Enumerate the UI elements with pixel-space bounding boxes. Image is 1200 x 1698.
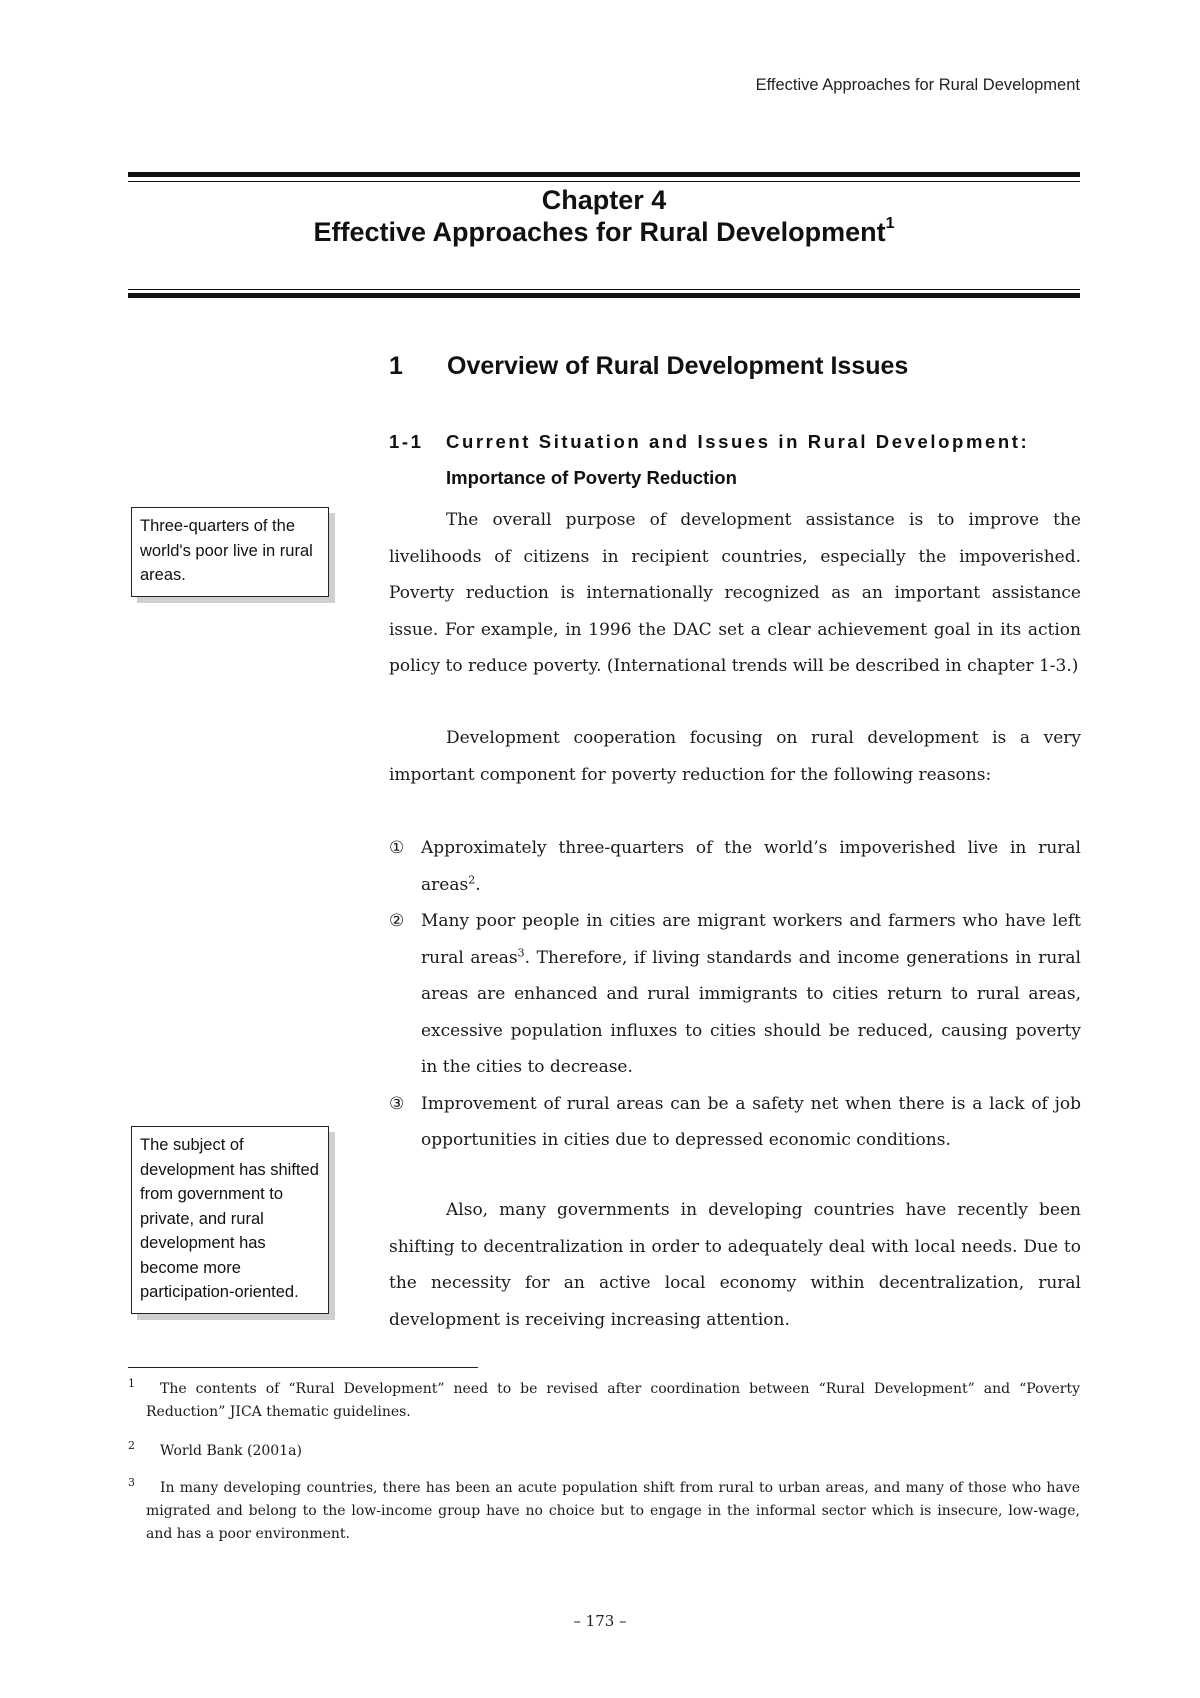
circled-one-marker: ①: [389, 838, 405, 858]
margin-note-poor-rural: [131, 507, 329, 597]
subsection-title-line1: Current Situation and Issues in Rural Development:: [446, 431, 1030, 452]
circled-three-marker: ③: [389, 1093, 405, 1114]
top-thick-rule: [128, 172, 1080, 177]
margin-note-text: The subject of development has shifted from government to private, and rural development has become more participation-oriented.: [140, 1136, 319, 1301]
paragraph-cooperation: Development cooperation focusing on rural development is a very important component for poverty reduction for the following reasons:: [389, 728, 1081, 785]
list-item-text: Approximately three-quarters of the world’s impoverished live in rural areas: [421, 838, 1081, 895]
footnote-1: [128, 1378, 1080, 1424]
list-item-text: Many poor people in cities are migrant workers and farmers who have left rural areas: [421, 911, 1081, 968]
chapter-heading: [128, 184, 1080, 248]
circled-two-marker: ②: [389, 911, 405, 931]
section-number: 1: [389, 352, 403, 380]
section-heading: [389, 352, 908, 381]
footnote-separator: [128, 1367, 478, 1368]
chapter-title: Effective Approaches for Rural Development: [313, 217, 886, 247]
chapter-footnote-ref[interactable]: 1: [885, 215, 895, 232]
subsection-heading: [389, 424, 1081, 496]
top-thin-rule: [128, 181, 1080, 182]
footnote-number: 3: [128, 1476, 135, 1489]
paragraph-purpose: The overall purpose of development assistance is to improve the livelihoods of citizens in recipient countries, especially the impoverished. Poverty reduction is internationally recognized as an important assistance issue. For example, in 1996 the DAC set a clear achievement goal in its action policy to reduce poverty. (International trends will be described in chapter 1-3.): [389, 510, 1081, 676]
list-item: [389, 1086, 1081, 1159]
list-item: [389, 903, 1081, 1086]
footnote-number: 1: [128, 1377, 135, 1390]
page-number: – 173 –: [573, 1612, 627, 1630]
chapter-label: Chapter 4: [541, 185, 667, 215]
margin-note-text: Three-quarters of the world's poor live in rural areas.: [140, 517, 313, 584]
margin-note-participation: [131, 1126, 329, 1314]
footnote-number: 2: [128, 1439, 135, 1452]
footnote-3: [128, 1477, 1080, 1546]
subsection-title-line2: Importance of Poverty Reduction: [446, 467, 737, 488]
footnote-2: [128, 1440, 1080, 1463]
footnote-ref[interactable]: 3: [517, 945, 525, 959]
footnote-text: World Bank (2001a): [160, 1443, 302, 1459]
subsection-number: 1-1: [389, 431, 424, 452]
list-item-text: Improvement of rural areas can be a safety net when there is a lack of job opportunities in cities due to depressed economic conditions.: [421, 1093, 1081, 1150]
list-item: [389, 830, 1081, 903]
footnote-text: In many developing countries, there has been an acute population shift from rural to urban areas, and many of those who have migrated and belong to the low-income group have no choice but to engage in the informal sector which is insecure, low-wage, and has a poor environment.: [146, 1480, 1080, 1542]
running-header: Effective Approaches for Rural Development: [755, 76, 1080, 94]
footnote-text: The contents of “Rural Development” need to be revised after coordination between “Rural Development” and “Poverty Reduction” JICA thematic guidelines.: [146, 1381, 1080, 1420]
chapter-title-line: [128, 216, 1080, 248]
bottom-thick-rule: [128, 293, 1080, 298]
list-item-text-after: .: [475, 874, 481, 895]
reasons-list: [389, 830, 1081, 1159]
bottom-thin-rule: [128, 289, 1080, 290]
footnote-ref[interactable]: 2: [468, 872, 476, 886]
paragraph-decentralization: Also, many governments in developing countries have recently been shifting to decentralization in order to adequately deal with local needs. Due to the necessity for an active local economy within decentralization, rural development is receiving increasing attention.: [389, 1200, 1081, 1330]
list-item-text-after: . Therefore, if living standards and income generations in rural areas are enhanced and rural immigrants to cities return to rural areas, excessive population influxes to cities should be reduced, causing poverty in the cities to decrease.: [421, 947, 1081, 1077]
section-title: Overview of Rural Development Issues: [447, 352, 909, 380]
